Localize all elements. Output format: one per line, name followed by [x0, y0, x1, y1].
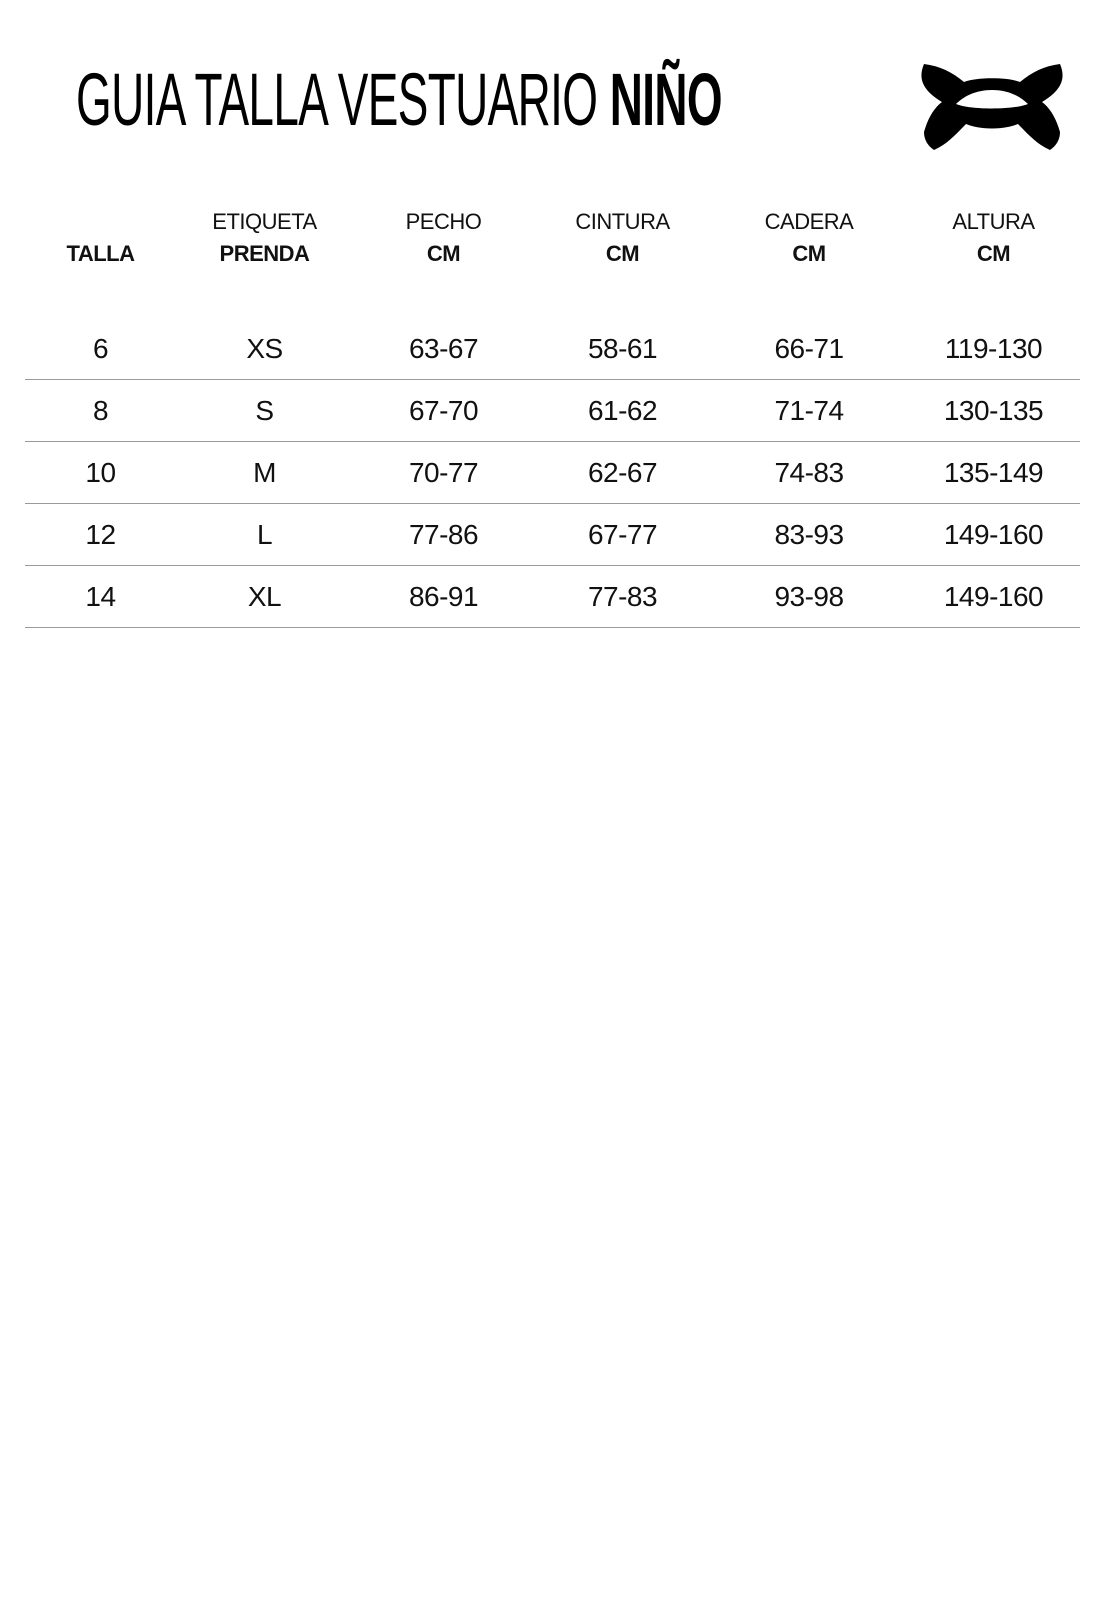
cell-pecho: 77-86 [353, 504, 534, 566]
cell-etiqueta: XS [176, 318, 353, 380]
header-cintura-line1: CINTURA [575, 209, 670, 234]
cell-pecho: 67-70 [353, 380, 534, 442]
header-pecho-line1: PECHO [405, 209, 482, 234]
cell-talla: 10 [25, 442, 176, 504]
cell-etiqueta: L [176, 504, 353, 566]
table-row [25, 504, 1080, 566]
page-title-light: GUIA TALLA VESTUARIO [76, 58, 598, 141]
header-altura-line1: ALTURA [952, 209, 1035, 234]
cell-altura: 119-130 [907, 318, 1080, 380]
cell-cintura: 58-61 [534, 318, 711, 380]
header-cadera-line1: CADERA [764, 209, 854, 234]
header-cadera [711, 190, 907, 318]
table-row [25, 318, 1080, 380]
page-title [76, 60, 722, 140]
header-row [25, 190, 1080, 318]
cell-talla: 14 [25, 566, 176, 628]
cell-altura: 149-160 [907, 504, 1080, 566]
cell-altura: 130-135 [907, 380, 1080, 442]
under-armour-logo-icon [918, 62, 1066, 152]
header-cintura [534, 190, 711, 318]
table-row [25, 380, 1080, 442]
header-talla [25, 190, 176, 318]
cell-pecho: 63-67 [353, 318, 534, 380]
cell-cintura: 61-62 [534, 380, 711, 442]
table-body [25, 318, 1080, 628]
cell-talla: 12 [25, 504, 176, 566]
table-row [25, 442, 1080, 504]
cell-talla: 8 [25, 380, 176, 442]
header-cadera-line2: CM [792, 241, 826, 266]
cell-cadera: 71-74 [711, 380, 907, 442]
header-altura [907, 190, 1080, 318]
cell-cintura: 77-83 [534, 566, 711, 628]
table-header [25, 190, 1080, 318]
cell-cintura: 62-67 [534, 442, 711, 504]
header-etiqueta-line2: PRENDA [219, 241, 310, 266]
size-table [25, 190, 1080, 628]
cell-pecho: 70-77 [353, 442, 534, 504]
table-row [25, 566, 1080, 628]
header-etiqueta-line1: ETIQUETA [212, 209, 317, 234]
header-cintura-line2: CM [605, 241, 640, 266]
cell-cadera: 74-83 [711, 442, 907, 504]
header-pecho [353, 190, 534, 318]
cell-cadera: 66-71 [711, 318, 907, 380]
header-pecho-line2: CM [426, 241, 461, 266]
cell-cadera: 83-93 [711, 504, 907, 566]
cell-cintura: 67-77 [534, 504, 711, 566]
cell-etiqueta: S [176, 380, 353, 442]
header-etiqueta [176, 190, 353, 318]
cell-etiqueta: XL [176, 566, 353, 628]
cell-altura: 149-160 [907, 566, 1080, 628]
cell-altura: 135-149 [907, 442, 1080, 504]
cell-pecho: 86-91 [353, 566, 534, 628]
header-talla-label: TALLA [66, 241, 135, 266]
cell-cadera: 93-98 [711, 566, 907, 628]
cell-etiqueta: M [176, 442, 353, 504]
page-title-bold: NIÑO [609, 58, 722, 141]
header-altura-line2: CM [976, 241, 1011, 266]
cell-talla: 6 [25, 318, 176, 380]
